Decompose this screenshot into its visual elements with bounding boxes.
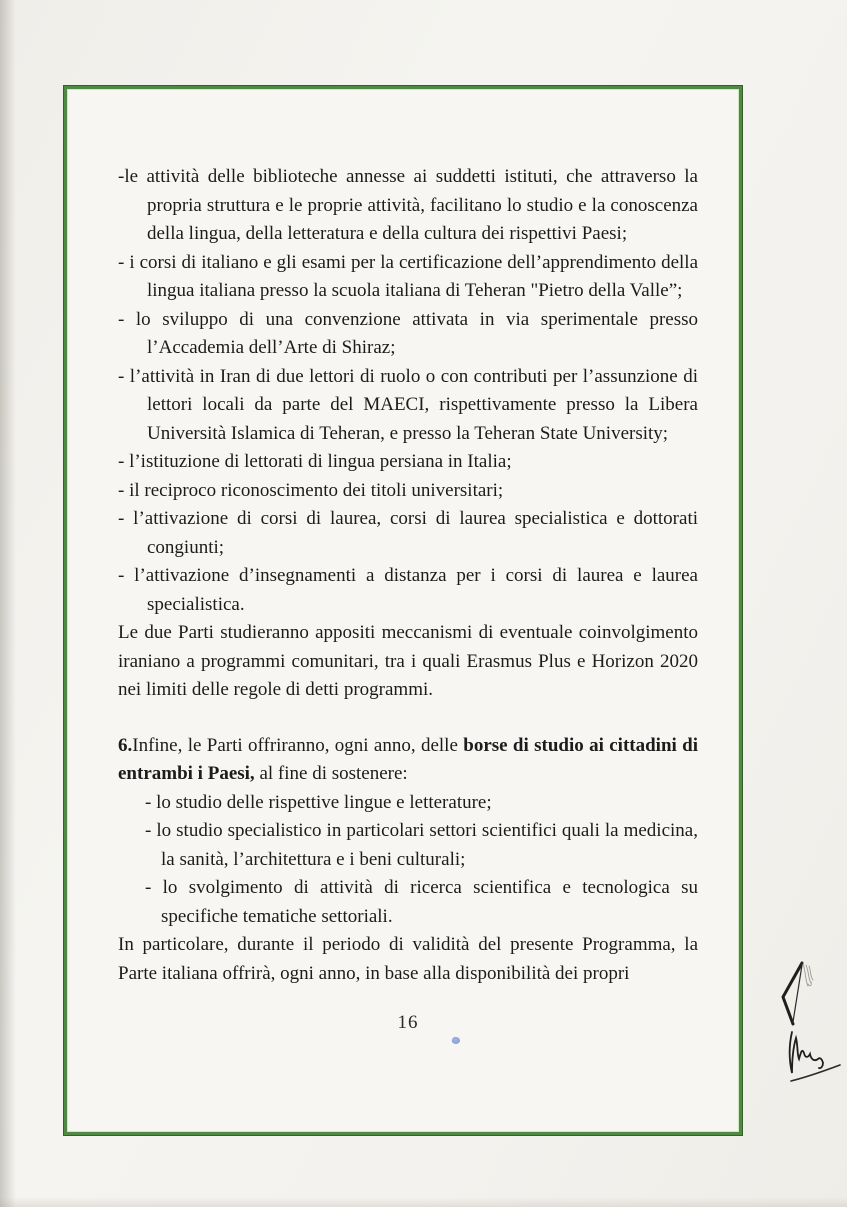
paragraph-parti: Le due Parti studieranno appositi meccanismi di eventuale coinvolgimento iraniano a programmi comunitari, tra i quali Erasmus Plus e Horizon 2020 nei limiti delle regole di detti programmi. [118, 622, 698, 700]
section6-tail-text: al fine di sostenere: [254, 763, 408, 784]
paragraph-section-6 [118, 732, 698, 789]
list-item: - l’attivazione di corsi di laurea, corsi di laurea specialistica e dottorati congiunti; [118, 508, 698, 558]
paragraph-final: In particolare, durante il periodo di validità del presente Programma, la Parte italiana offrirà, ogni anno, in base alla disponibilità dei propri [118, 934, 698, 984]
section6-bold-phrase: borse di studio ai cittadini di entrambi i Paesi, [118, 734, 698, 784]
list-item: - l’attività in Iran di due lettori di ruolo o con contributi per l’assunzione di lettori locali da parte del MAECI, rispettivamente presso la Libera Università Islamica di Teheran, e presso la Teheran State University; [118, 365, 698, 444]
list-item: - il reciproco riconoscimento dei titoli universitari; [118, 479, 504, 501]
pencil-scribble [803, 964, 813, 986]
handwritten-signature [775, 950, 847, 1090]
list-item: - lo studio specialistico in particolari settori scientifici quali la medicina, la sanità, l’architettura e i beni culturali; [145, 820, 698, 870]
list-item: - lo sviluppo di una convenzione attivata in via sperimentale presso l’Accademia dell’Arte di Shiraz; [118, 308, 698, 358]
document-body [118, 163, 698, 1038]
scan-edge-shadow-left [0, 0, 16, 1207]
list-item: - lo svolgimento di attività di ricerca scientifica e tecnologica su specifiche tematiche settoriali. [145, 877, 698, 927]
list-item: - lo studio delle rispettive lingue e letterature; [145, 791, 492, 813]
page-number: 16 [397, 1012, 419, 1033]
list-item: - i corsi di italiano e gli esami per la certificazione dell’apprendimento della lingua italiana presso la scuola italiana di Teheran "Pietro della Valle”; [118, 251, 698, 301]
list-item: - l’istituzione di lettorati di lingua persiana in Italia; [118, 451, 512, 472]
list-item: - l’attivazione d’insegnamenti a distanza per i corsi di laurea e laurea specialistica. [118, 565, 698, 615]
decorative-green-frame [64, 86, 742, 1135]
list-item: -le attività delle biblioteche annesse ai suddetti istituti, che attraverso la propria struttura e le proprie attività, facilitano lo studio e la conoscenza della lingua, della letteratura e della cultura dei rispettivi Paesi; [118, 166, 698, 244]
section6-lead-text: Infine, le Parti offriranno, ogni anno, delle [132, 734, 464, 756]
section-number: 6. [118, 734, 133, 756]
scan-edge-shadow-bottom [0, 1197, 847, 1207]
